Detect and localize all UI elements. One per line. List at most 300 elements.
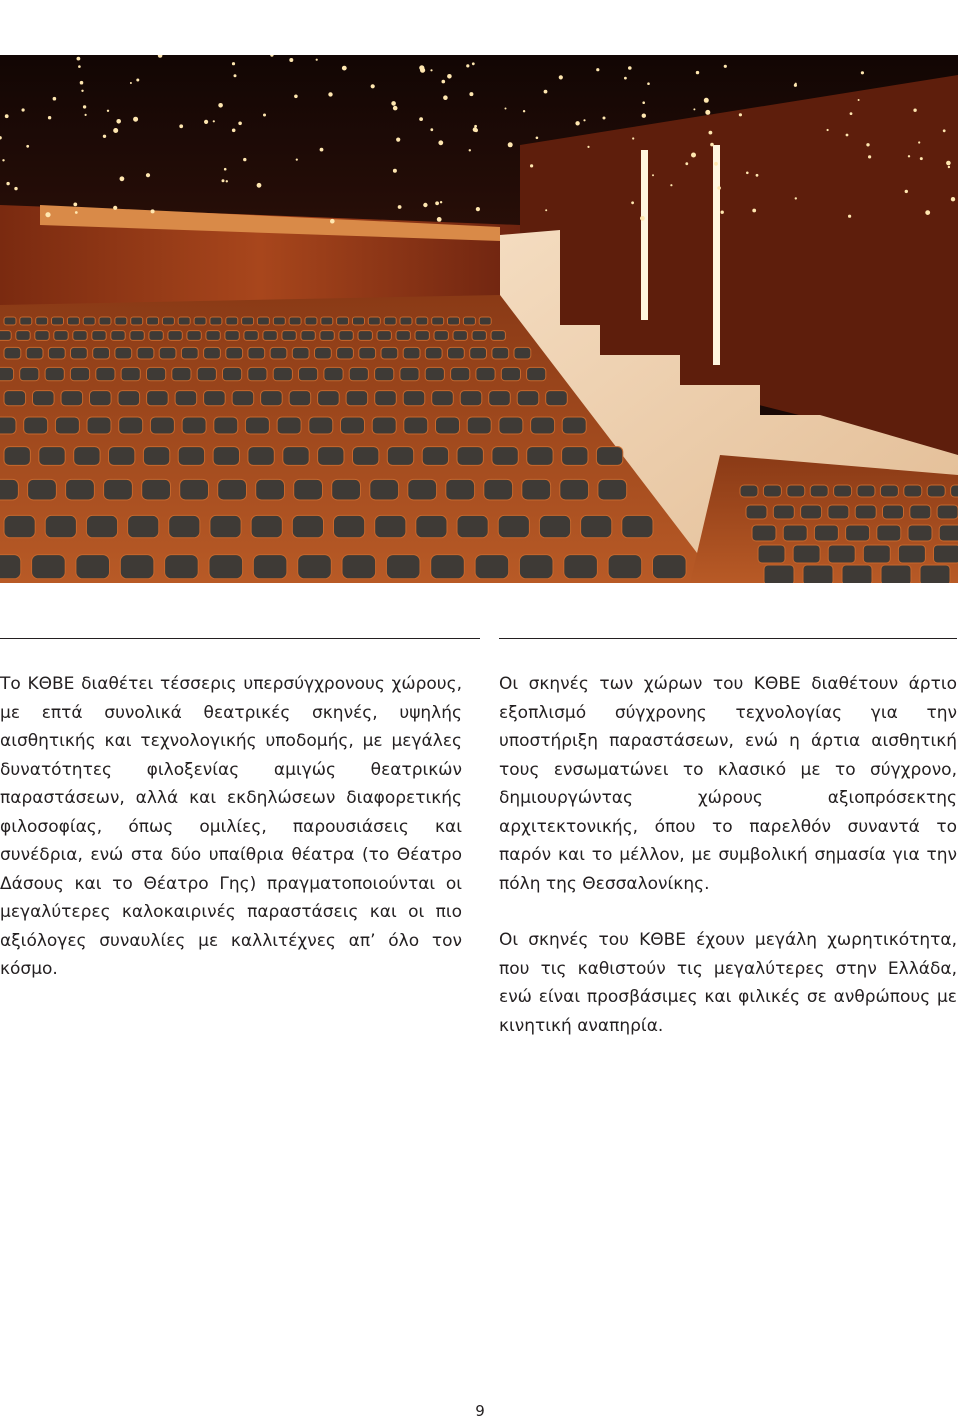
seat bbox=[172, 367, 191, 380]
ceiling-light bbox=[866, 143, 869, 146]
ceiling-light bbox=[603, 117, 606, 120]
seat bbox=[289, 317, 301, 325]
seat bbox=[377, 331, 391, 341]
ceiling-light bbox=[575, 121, 579, 125]
seat bbox=[121, 367, 140, 380]
seat bbox=[372, 417, 396, 434]
seat bbox=[934, 545, 959, 563]
seat bbox=[282, 331, 296, 341]
seat bbox=[514, 347, 531, 359]
ceiling-light bbox=[714, 162, 718, 166]
seat bbox=[608, 555, 642, 579]
ceiling-light bbox=[218, 103, 223, 108]
ceiling-light bbox=[73, 203, 77, 207]
ceiling-light bbox=[371, 84, 375, 88]
seat bbox=[74, 447, 100, 466]
seat bbox=[33, 391, 55, 406]
seat bbox=[147, 317, 159, 325]
ceiling-light bbox=[848, 215, 851, 218]
seat bbox=[457, 447, 483, 466]
seat bbox=[758, 545, 785, 563]
ceiling-light bbox=[116, 119, 121, 124]
seat bbox=[206, 331, 220, 341]
theatre-photo bbox=[0, 55, 958, 583]
seat bbox=[517, 391, 539, 406]
light-strip bbox=[641, 150, 648, 320]
ceiling-light bbox=[447, 74, 452, 79]
seat bbox=[489, 391, 511, 406]
seat bbox=[353, 447, 379, 466]
seat bbox=[596, 447, 622, 466]
seat bbox=[142, 479, 171, 500]
seat bbox=[232, 391, 254, 406]
ceiling-light bbox=[948, 166, 950, 168]
ceiling-light bbox=[435, 201, 439, 205]
seat bbox=[522, 479, 551, 500]
ceiling-light bbox=[628, 66, 632, 70]
seat bbox=[298, 555, 332, 579]
seat bbox=[349, 367, 368, 380]
seat bbox=[416, 317, 428, 325]
seat bbox=[448, 317, 460, 325]
ceiling-light bbox=[466, 64, 469, 67]
seat bbox=[180, 479, 209, 500]
ceiling-light bbox=[827, 129, 829, 131]
ceiling-light bbox=[469, 92, 473, 96]
ceiling-light bbox=[756, 174, 759, 177]
seat bbox=[149, 331, 163, 341]
ceiling-light bbox=[113, 206, 117, 210]
seat bbox=[131, 317, 143, 325]
seat bbox=[425, 367, 444, 380]
seat bbox=[61, 391, 83, 406]
seat bbox=[225, 331, 239, 341]
ceiling-light bbox=[544, 90, 548, 94]
seat bbox=[67, 317, 79, 325]
seat bbox=[598, 479, 627, 500]
ceiling-light bbox=[423, 203, 427, 207]
seat bbox=[527, 447, 553, 466]
seat bbox=[898, 545, 925, 563]
ceiling-light bbox=[696, 71, 699, 74]
seat bbox=[277, 417, 301, 434]
seat bbox=[434, 331, 448, 341]
seat bbox=[460, 391, 482, 406]
seat bbox=[209, 555, 243, 579]
seat bbox=[498, 515, 529, 537]
seat bbox=[927, 485, 945, 497]
seat bbox=[519, 555, 553, 579]
seat bbox=[120, 555, 154, 579]
ceiling-light bbox=[107, 110, 109, 112]
seat bbox=[263, 331, 277, 341]
ceiling-light bbox=[559, 75, 563, 79]
seat bbox=[0, 479, 18, 500]
seat bbox=[244, 331, 258, 341]
seat bbox=[793, 545, 820, 563]
seat bbox=[168, 331, 182, 341]
seat bbox=[375, 391, 397, 406]
seat bbox=[353, 317, 365, 325]
ceiling-light bbox=[222, 179, 225, 182]
ceiling-light bbox=[505, 108, 507, 110]
seat bbox=[740, 485, 758, 497]
seat bbox=[0, 555, 21, 579]
ceiling-light bbox=[437, 217, 442, 222]
ceiling-light bbox=[213, 120, 215, 122]
ceiling-light bbox=[752, 209, 756, 213]
ceiling-light bbox=[508, 142, 513, 147]
seat bbox=[457, 515, 488, 537]
seat bbox=[218, 479, 247, 500]
ceiling-light bbox=[647, 82, 650, 85]
seat bbox=[28, 479, 57, 500]
ceiling-light bbox=[724, 65, 727, 68]
ceiling-light bbox=[2, 159, 4, 161]
seat bbox=[210, 515, 241, 537]
ceiling-light bbox=[85, 114, 87, 116]
seat bbox=[109, 447, 135, 466]
seat bbox=[346, 391, 368, 406]
seat bbox=[415, 331, 429, 341]
seat bbox=[539, 515, 570, 537]
seat bbox=[52, 317, 64, 325]
seat bbox=[359, 347, 376, 359]
ceiling-light bbox=[393, 169, 397, 173]
seat bbox=[24, 417, 48, 434]
seat bbox=[499, 417, 523, 434]
seat bbox=[332, 479, 361, 500]
seat bbox=[384, 317, 396, 325]
ceiling-light bbox=[858, 99, 860, 101]
seat bbox=[939, 525, 958, 541]
ceiling-light bbox=[670, 184, 672, 186]
seat bbox=[803, 565, 833, 583]
seat bbox=[48, 347, 65, 359]
seat bbox=[147, 367, 166, 380]
ceiling-light bbox=[80, 81, 84, 85]
seat bbox=[375, 515, 406, 537]
ceiling-light bbox=[523, 110, 525, 112]
seat bbox=[562, 447, 588, 466]
seat bbox=[432, 317, 444, 325]
ceiling-light bbox=[224, 168, 227, 171]
ceiling-light bbox=[587, 146, 589, 148]
ceiling-light bbox=[652, 174, 654, 176]
seat bbox=[162, 317, 174, 325]
seat bbox=[270, 347, 287, 359]
seat bbox=[273, 367, 292, 380]
seat bbox=[92, 331, 106, 341]
ceiling-light bbox=[642, 101, 645, 104]
ceiling-light bbox=[920, 157, 923, 160]
intro-paragraph: Το ΚΘΒΕ διαθέτει τέσσερις υπερσύγχρονους χώρους, με επτά συνολικά θεατρικές σκηνές, υψηλής αισθητικής και τεχνολογικής υποδομής, με μεγάλες δυνατότητες φιλοξενίας αμιγώς θεατρικών παραστάσεων, αλλά και εκδηλώσεων διαφορετικής φιλοσοφίας, όπως ομιλίες, παρουσιάσεις και συνέδρια, ενώ στα δύο υπαίθρια θέατρα (το Θέατρο Δάσους και το Θέατρο Γης) πραγματοποιούνται οι μεγαλύτερες καλοκαιρινές παραστάσεις και οι πιο αξιόλογες συναυλίες με καλλιτέχνες απ’ όλο τον κόσμο. bbox=[0, 674, 462, 979]
seat bbox=[178, 447, 204, 466]
seat bbox=[118, 391, 140, 406]
seat bbox=[86, 515, 117, 537]
seat bbox=[87, 417, 111, 434]
seat bbox=[560, 479, 589, 500]
seat bbox=[248, 347, 265, 359]
seat bbox=[178, 317, 190, 325]
seat bbox=[880, 485, 898, 497]
ceiling-light bbox=[705, 110, 710, 115]
ceiling-light bbox=[136, 79, 139, 82]
ceiling-light bbox=[26, 145, 29, 148]
ceiling-light bbox=[642, 114, 646, 118]
ceiling-light bbox=[296, 159, 298, 161]
seat bbox=[26, 347, 43, 359]
seat bbox=[463, 317, 475, 325]
seat bbox=[910, 505, 931, 519]
ceiling-light bbox=[691, 153, 696, 158]
seat bbox=[210, 317, 222, 325]
ceiling-light bbox=[391, 101, 396, 106]
seat bbox=[491, 331, 505, 341]
seat bbox=[908, 525, 932, 541]
seat bbox=[883, 505, 904, 519]
seat bbox=[904, 485, 922, 497]
ceiling-light bbox=[14, 187, 17, 190]
seat bbox=[320, 331, 334, 341]
ceiling-light bbox=[908, 155, 910, 157]
ceiling-light bbox=[640, 216, 645, 221]
seat bbox=[299, 367, 318, 380]
seat bbox=[0, 367, 14, 380]
ceiling-light bbox=[77, 57, 81, 61]
ceiling-light bbox=[289, 58, 293, 62]
ceiling-light bbox=[693, 108, 695, 110]
ceiling-light bbox=[474, 125, 477, 128]
seat bbox=[165, 555, 199, 579]
seat bbox=[248, 447, 274, 466]
ceiling-light bbox=[6, 182, 9, 185]
seat bbox=[752, 525, 776, 541]
ceiling-light bbox=[204, 120, 208, 124]
seat bbox=[16, 331, 30, 341]
seat bbox=[93, 347, 110, 359]
ceiling-light bbox=[536, 137, 539, 140]
ceiling-light bbox=[120, 176, 125, 181]
seat bbox=[381, 347, 398, 359]
ceiling-light bbox=[545, 209, 547, 211]
ceiling-light bbox=[474, 128, 478, 132]
seat bbox=[403, 391, 425, 406]
seat bbox=[20, 317, 32, 325]
ceiling-light bbox=[419, 65, 424, 70]
seat bbox=[226, 317, 238, 325]
ceiling-light bbox=[946, 161, 951, 166]
column-rule-right bbox=[499, 638, 957, 639]
seat bbox=[436, 417, 460, 434]
ceiling-light bbox=[146, 173, 150, 177]
seat bbox=[0, 417, 16, 434]
seat bbox=[396, 331, 410, 341]
seat bbox=[305, 317, 317, 325]
ceiling-light bbox=[151, 209, 155, 213]
ceiling-light bbox=[232, 62, 235, 65]
seat bbox=[73, 331, 87, 341]
seat bbox=[104, 479, 133, 500]
seat bbox=[334, 515, 365, 537]
seat bbox=[453, 331, 467, 341]
ceiling-light bbox=[443, 95, 448, 100]
seat bbox=[746, 505, 767, 519]
ceiling-light bbox=[130, 82, 132, 84]
seat bbox=[70, 367, 89, 380]
seat bbox=[150, 417, 174, 434]
seat bbox=[242, 317, 254, 325]
ceiling-light bbox=[632, 137, 634, 139]
seat bbox=[253, 555, 287, 579]
ceiling-light bbox=[739, 113, 742, 116]
ceiling-light bbox=[624, 77, 627, 80]
seat bbox=[484, 479, 513, 500]
ceiling-light bbox=[918, 141, 920, 143]
seat bbox=[175, 391, 197, 406]
seat bbox=[622, 515, 653, 537]
seat bbox=[814, 525, 838, 541]
seat bbox=[96, 367, 115, 380]
seat bbox=[248, 367, 267, 380]
seat bbox=[66, 479, 95, 500]
seat bbox=[292, 347, 309, 359]
seat bbox=[130, 331, 144, 341]
seat bbox=[187, 331, 201, 341]
seat bbox=[294, 479, 323, 500]
ceiling-light bbox=[75, 211, 78, 214]
column-rule-left bbox=[0, 638, 480, 639]
ceiling-light bbox=[53, 97, 57, 101]
seat bbox=[204, 347, 221, 359]
seat bbox=[318, 391, 340, 406]
seat bbox=[810, 485, 828, 497]
seat bbox=[181, 347, 198, 359]
seat bbox=[448, 347, 465, 359]
seat bbox=[764, 565, 794, 583]
seat bbox=[197, 367, 216, 380]
seat bbox=[368, 317, 380, 325]
seat bbox=[36, 317, 48, 325]
seat bbox=[76, 555, 110, 579]
ceiling-light bbox=[913, 109, 916, 112]
ceiling-light bbox=[316, 59, 318, 61]
seat bbox=[425, 347, 442, 359]
seat bbox=[855, 505, 876, 519]
seat bbox=[431, 555, 465, 579]
ceiling-light bbox=[81, 90, 83, 92]
ceiling-light bbox=[925, 210, 930, 215]
seat bbox=[256, 479, 285, 500]
seat bbox=[251, 515, 282, 537]
seat bbox=[531, 417, 555, 434]
seat bbox=[400, 317, 412, 325]
ceiling-light bbox=[438, 140, 443, 145]
seat bbox=[182, 417, 206, 434]
seat bbox=[783, 525, 807, 541]
seat bbox=[400, 367, 419, 380]
seat bbox=[324, 367, 343, 380]
ceiling-light bbox=[442, 80, 446, 84]
ceiling-light bbox=[710, 143, 714, 147]
seat bbox=[358, 331, 372, 341]
seat bbox=[341, 417, 365, 434]
seat bbox=[863, 545, 890, 563]
seat bbox=[301, 331, 315, 341]
seat bbox=[119, 417, 143, 434]
seat bbox=[386, 555, 420, 579]
seat bbox=[387, 447, 413, 466]
ceiling-light bbox=[846, 134, 849, 137]
ceiling-light bbox=[113, 128, 118, 133]
seat bbox=[951, 485, 958, 497]
seat bbox=[472, 331, 486, 341]
ceiling-light bbox=[45, 212, 50, 217]
seat bbox=[773, 505, 794, 519]
ceiling-light bbox=[48, 116, 51, 119]
seat bbox=[223, 367, 242, 380]
ceiling-light bbox=[393, 106, 398, 111]
ceiling-light bbox=[330, 219, 335, 224]
equipment-paragraph: Οι σκηνές των χώρων του ΚΘΒΕ διαθέτουν άρτιο εξοπλισμό σύγχρονης τεχνολογίας για την υποστήριξη παραστάσεων, ενώ η άρτια αισθητική τους ενσωματώνει το κλασικό με το σύγχρονο, δημιουργώντας χώρους αξιοπρόσεκτης αρχιτεκτονικής, όπου το παρελθόν συναντά το παρόν και το μέλλον, με συμβολική σημασία για την πόλη της Θεσσαλονίκης. bbox=[499, 674, 957, 894]
seat bbox=[20, 367, 39, 380]
seat bbox=[337, 317, 349, 325]
seat bbox=[763, 485, 781, 497]
seat bbox=[877, 525, 901, 541]
seat bbox=[111, 331, 125, 341]
seat bbox=[920, 565, 950, 583]
seat bbox=[32, 555, 66, 579]
ceiling-light bbox=[850, 112, 853, 115]
left-column bbox=[0, 670, 462, 984]
ceiling-light bbox=[704, 98, 709, 103]
right-column bbox=[499, 670, 957, 1040]
ceiling-light bbox=[631, 201, 634, 204]
seat bbox=[4, 447, 30, 466]
seat bbox=[245, 417, 269, 434]
seat bbox=[501, 367, 520, 380]
seat bbox=[446, 479, 475, 500]
ceiling-light bbox=[5, 114, 9, 118]
ceiling-light bbox=[476, 207, 480, 211]
ceiling-light bbox=[430, 128, 433, 131]
seat bbox=[470, 347, 487, 359]
seat bbox=[479, 317, 491, 325]
seat bbox=[881, 565, 911, 583]
ceiling-light bbox=[179, 124, 183, 128]
seat bbox=[0, 331, 11, 341]
seat bbox=[562, 417, 586, 434]
seat bbox=[370, 479, 399, 500]
seat bbox=[337, 347, 354, 359]
seat bbox=[213, 447, 239, 466]
ceiling-light bbox=[226, 180, 228, 182]
ceiling-light bbox=[861, 71, 864, 74]
seat bbox=[937, 505, 958, 519]
seat bbox=[315, 347, 332, 359]
seat bbox=[257, 317, 269, 325]
ceiling-light bbox=[746, 172, 749, 175]
accessibility-paragraph: Οι σκηνές του ΚΘΒΕ έχουν μεγάλη χωρητικότητα, που τις καθιστούν τις μεγαλύτερες στην Ελλάδα, ενώ είναι προσβάσιμες και φιλικές σε ανθρώπους με κινητική αναπηρία. bbox=[499, 930, 957, 1036]
page-number: 9 bbox=[475, 1402, 485, 1420]
ceiling-light bbox=[596, 68, 599, 71]
seat bbox=[801, 505, 822, 519]
seat bbox=[54, 331, 68, 341]
seat bbox=[309, 417, 333, 434]
seat bbox=[169, 515, 200, 537]
seat bbox=[842, 565, 872, 583]
seat bbox=[321, 317, 333, 325]
